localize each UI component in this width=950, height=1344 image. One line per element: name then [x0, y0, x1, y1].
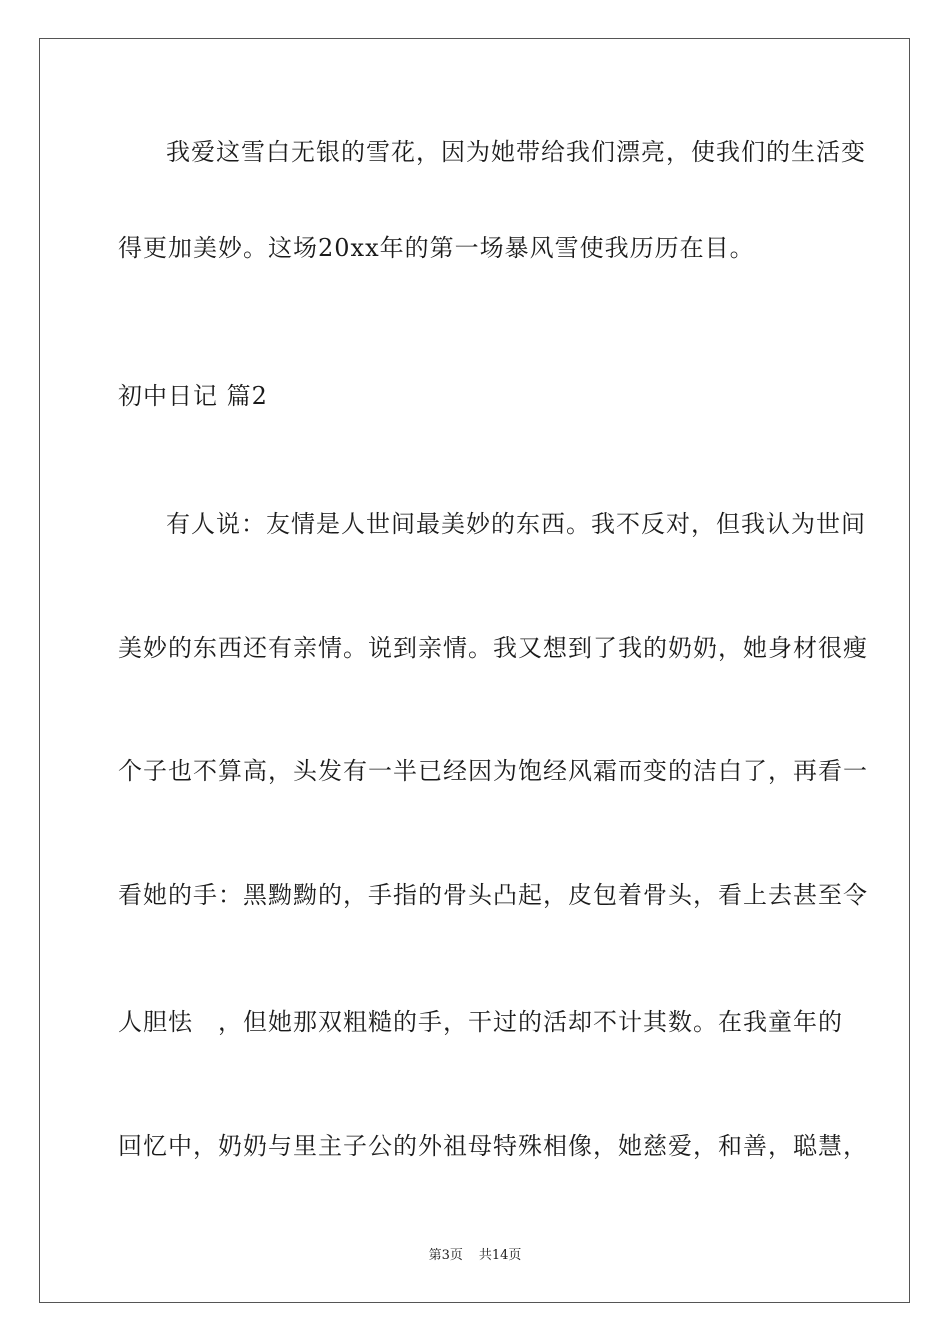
- section-heading: 初中日记 篇2: [118, 382, 268, 410]
- page-footer: [0, 1247, 950, 1265]
- paragraph-2-line-5: 人胆怯 ，但她那双粗糙的手，干过的活却不计其数。在我童年的: [118, 1008, 843, 1036]
- paragraph-2-line-2: 美妙的东西还有亲情。说到亲情。我又想到了我的奶奶，她身材很瘦: [118, 634, 868, 662]
- page-total: 共14页: [478, 1248, 522, 1263]
- page-border: [39, 38, 910, 1303]
- paragraph-2-line-6: 回忆中，奶奶与里主子公的外祖母特殊相像，她慈爱，和善，聪慧，: [118, 1132, 868, 1160]
- paragraph-2-line-1: 有人说：友情是人世间最美妙的东西。我不反对，但我认为世间: [166, 510, 866, 538]
- paragraph-1-line-1: 我爱这雪白无银的雪花，因为她带给我们漂亮，使我们的生活变: [166, 138, 866, 166]
- paragraph-2-line-4: 看她的手：黑黝黝的，手指的骨头凸起，皮包着骨头，看上去甚至令: [118, 881, 868, 909]
- paragraph-1-line-2: 得更加美妙。这场20xx年的第一场暴风雪使我历历在目。: [118, 234, 755, 262]
- page-number: 第3页: [428, 1248, 463, 1263]
- paragraph-2-line-3: 个子也不算高，头发有一半已经因为饱经风霜而变的洁白了，再看一: [118, 757, 868, 785]
